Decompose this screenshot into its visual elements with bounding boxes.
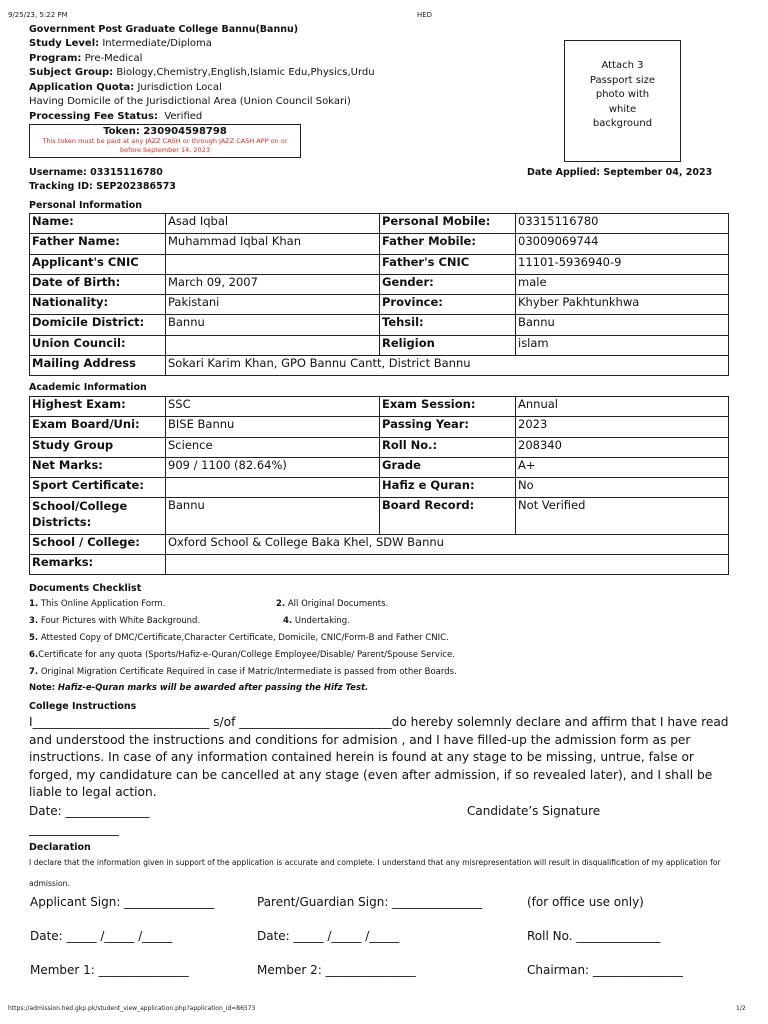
remarks-value (166, 555, 729, 575)
field-value: islam (516, 335, 729, 355)
field-value (166, 254, 380, 274)
college-name: Government Post Graduate College Bannu(Bannu) (29, 24, 299, 35)
checklist-text: Four Pictures with White Background. (40, 616, 201, 626)
checklist-item (29, 633, 449, 643)
username: Username: 03315116780 (29, 167, 163, 178)
field-label: Exam Board/Uni: (30, 417, 166, 437)
field-label: Exam Session: (380, 397, 516, 417)
checklist-num: 5. (29, 633, 39, 643)
table-row (30, 274, 729, 294)
study-level (29, 37, 212, 52)
declaration-title: Declaration (29, 842, 91, 853)
field-value: 2023 (516, 417, 729, 437)
table-row (30, 457, 729, 477)
roll-no-line: Roll No. ______________ (527, 929, 661, 943)
board-record-value: Not Verified (516, 498, 729, 535)
personal-info-title: Personal Information (29, 200, 143, 211)
subject-group-value: Biology,Chemistry,English,Islamic Edu,Physics,Urdu (116, 67, 375, 78)
checklist-text: Certificate for any quota (Sports/Hafiz-e-Quran/College Employee/Disable/ Parent/Spouse Service. (38, 650, 455, 660)
school-college-label: School / College: (30, 535, 166, 555)
checklist-item (29, 616, 200, 626)
academic-info-table (29, 396, 729, 575)
field-value: No (516, 478, 729, 498)
checklist-text: Undertaking. (294, 616, 350, 626)
study-level-value: Intermediate/Diploma (102, 38, 212, 49)
photo-instruction-line: background (592, 118, 653, 130)
remarks-label: Remarks: (30, 555, 166, 575)
field-label: Nationality: (30, 295, 166, 315)
table-row (30, 234, 729, 254)
board-record-label: Board Record: (380, 498, 516, 535)
school-districts-label-line: Districts: (32, 515, 92, 530)
table-row (30, 295, 729, 315)
field-label: Grade (380, 457, 516, 477)
table-row (30, 417, 729, 437)
field-value: Annual (516, 397, 729, 417)
field-value: March 09, 2007 (166, 274, 380, 294)
fee-value: Verified (164, 111, 203, 122)
table-row (30, 214, 729, 234)
program-label: Program: (29, 53, 82, 64)
field-label: Date of Birth: (30, 274, 166, 294)
table-row (30, 315, 729, 335)
field-label: Province: (380, 295, 516, 315)
field-label: Personal Mobile: (380, 214, 516, 234)
fee-label: Processing Fee Status: (29, 111, 158, 122)
table-row (30, 335, 729, 355)
table-row (30, 254, 729, 274)
school-districts-value: Bannu (166, 498, 380, 535)
tracking-id: Tracking ID: SEP202386573 (29, 181, 176, 192)
checklist-item (276, 599, 388, 609)
field-value: SSC (166, 397, 380, 417)
field-label: Sport Certificate: (30, 478, 166, 498)
domicile-text: Having Domicile of the Jurisdictional Area (Union Council Sokari) (29, 96, 351, 107)
field-value: 208340 (516, 437, 729, 457)
note-text: Hafiz-e-Quran marks will be awarded after passing the Hifz Test. (57, 683, 369, 693)
checklist-item (283, 616, 350, 626)
table-row (30, 498, 729, 535)
field-value: Asad Iqbal (166, 214, 380, 234)
field-value: male (516, 274, 729, 294)
checklist-item (29, 667, 457, 677)
field-label: Father Mobile: (380, 234, 516, 254)
signature-underline: _______________ (29, 822, 119, 836)
subject-group-label: Subject Group: (29, 67, 114, 78)
field-value: Science (166, 437, 380, 457)
field-label: Passing Year: (380, 417, 516, 437)
checklist-num: 6. (29, 650, 39, 660)
guardian-date-line: Date: _____ /_____ /_____ (257, 929, 400, 943)
mailing-address-value: Sokari Karim Khan, GPO Bannu Cantt, District Bannu (166, 356, 729, 376)
field-value (166, 478, 380, 498)
documents-checklist-title: Documents Checklist (29, 583, 142, 594)
field-label: Net Marks: (30, 457, 166, 477)
print-datetime: 9/25/23, 5:22 PM (8, 11, 68, 19)
personal-info-table (29, 213, 729, 376)
field-label: Domicile District: (30, 315, 166, 335)
field-value (166, 335, 380, 355)
applicant-date-line: Date: _____ /_____ /_____ (30, 929, 173, 943)
school-districts-label-line: School/College (32, 499, 128, 514)
table-row (30, 356, 729, 376)
photo-instruction-line: Passport size (589, 74, 656, 86)
checklist-num: 3. (29, 616, 39, 626)
photo-placeholder-box (564, 40, 681, 162)
checklist-text: This Online Application Form. (40, 599, 166, 609)
study-level-label: Study Level: (29, 38, 100, 49)
checklist-text: Original Migration Certificate Required in case if Matric/Intermediate is passed from other Boards. (40, 667, 457, 677)
field-value: Pakistani (166, 295, 380, 315)
table-row (30, 437, 729, 457)
checklist-item (29, 599, 165, 609)
fee-status (29, 110, 202, 125)
subject-group (29, 66, 375, 81)
college-instructions-title: College Instructions (29, 701, 137, 712)
field-label: Father's CNIC (380, 254, 516, 274)
date-applied: Date Applied: September 04, 2023 (527, 167, 713, 178)
photo-instruction-line: photo with (595, 89, 650, 101)
field-value: 03315116780 (516, 214, 729, 234)
table-row (30, 555, 729, 575)
candidate-signature-label: Candidate’s Signature (467, 804, 601, 818)
checklist-num: 7. (29, 667, 39, 677)
field-label: Name: (30, 214, 166, 234)
page-number: 1/2 (736, 1005, 746, 1012)
field-label: Study Group (30, 437, 166, 457)
field-value: 03009069744 (516, 234, 729, 254)
checklist-note (29, 683, 368, 693)
quota-value: Jurisdiction Local (137, 82, 222, 93)
field-value: Muhammad Iqbal Khan (166, 234, 380, 254)
school-districts-label (30, 498, 166, 535)
field-value: Bannu (516, 315, 729, 335)
academic-info-title: Academic Information (29, 382, 147, 393)
field-value: Bannu (166, 315, 380, 335)
checklist-item (29, 650, 455, 660)
field-label: Tehsil: (380, 315, 516, 335)
school-college-value: Oxford School & College Baka Khel, SDW Bannu (166, 535, 729, 555)
field-label: Father Name: (30, 234, 166, 254)
field-label: Roll No.: (380, 437, 516, 457)
mailing-address-label: Mailing Address (30, 356, 166, 376)
checklist-text: Attested Copy of DMC/Certificate,Character Certificate, Domicile, CNIC/Form-B and Father CNIC. (40, 633, 449, 643)
member2-line: Member 2: _______________ (257, 963, 416, 977)
member1-line: Member 1: _______________ (30, 963, 189, 977)
office-use-label: (for office use only) (527, 895, 644, 909)
photo-instruction-line: white (608, 103, 637, 115)
table-row (30, 535, 729, 555)
field-label: Applicant's CNIC (30, 254, 166, 274)
field-value: 11101-5936940-9 (516, 254, 729, 274)
token-payment-note: This token must be paid at any JAZZ CASH or through JAZZ CASH APP on or (42, 137, 288, 145)
checklist-num: 4. (283, 616, 293, 626)
undertaking-date-line: Date: ______________ (29, 804, 150, 818)
field-label: Hafiz e Quran: (380, 478, 516, 498)
token-number: Token: 230904598798 (103, 126, 227, 137)
declaration-text: I declare that the information given in support of the application is accurate and complete. I understand that any misrepresentation will result in disqualification of my application for admission. (29, 858, 721, 888)
photo-instruction-line: Attach 3 (601, 60, 644, 71)
field-label: Highest Exam: (30, 397, 166, 417)
token-payment-deadline: before September 14, 2023 (120, 146, 210, 154)
table-row (30, 478, 729, 498)
table-row (30, 397, 729, 417)
field-value: BISE Bannu (166, 417, 380, 437)
undertaking-paragraph: I_____________________________ s/of _________________________do hereby solemnly declare and affirm that I have read and understood the instructions and conditions for admision , and I have filled-up the admission form as per instructions. In case of any information contained herein is found at any stage to be missing, untrue, false or forged, my candidature can be cancelled at any stage (even after admission, if so revealed later), and I shall be liable to legal action. (29, 715, 729, 799)
program (29, 52, 142, 67)
chairman-line: Chairman: _______________ (527, 963, 683, 977)
application-quota (29, 81, 222, 96)
applicant-sign-line: Applicant Sign: _______________ (30, 895, 215, 909)
guardian-sign-line: Parent/Guardian Sign: _______________ (257, 895, 483, 909)
checklist-num: 1. (29, 599, 39, 609)
quota-label: Application Quota: (29, 82, 135, 93)
checklist-text: All Original Documents. (287, 599, 389, 609)
field-value: A+ (516, 457, 729, 477)
field-label: Religion (380, 335, 516, 355)
note-label: Note: (29, 683, 56, 693)
print-page-title: HED (417, 11, 433, 19)
field-label: Gender: (380, 274, 516, 294)
page-url[interactable]: https://admission.hed.gkp.pk/student_view_application.php?application_id=86573 (8, 1005, 256, 1012)
program-value: Pre-Medical (84, 53, 143, 64)
field-value: Khyber Pakhtunkhwa (516, 295, 729, 315)
field-label: Union Council: (30, 335, 166, 355)
checklist-num: 2. (276, 599, 286, 609)
field-value: 909 / 1100 (82.64%) (166, 457, 380, 477)
token-box (29, 124, 301, 158)
